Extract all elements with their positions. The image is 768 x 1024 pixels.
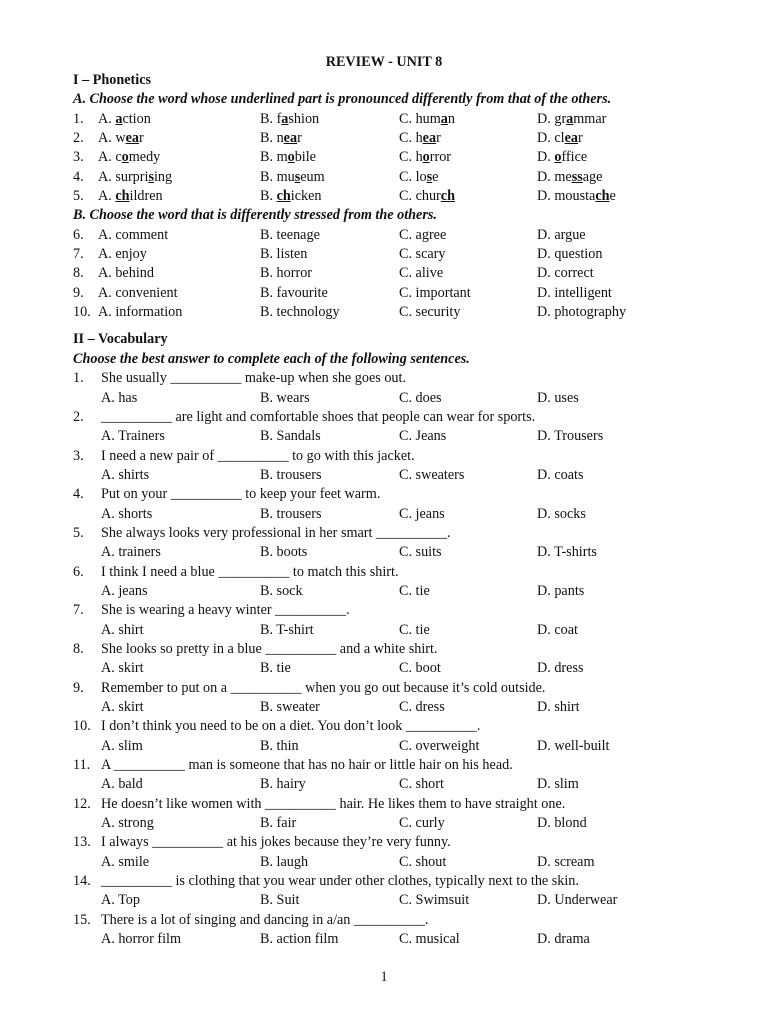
- question-row: [73, 129, 713, 148]
- question-number: 5.: [73, 524, 84, 541]
- option-text: r: [436, 130, 441, 147]
- question-number: 15.: [73, 911, 91, 928]
- option-b: B. horror: [260, 265, 313, 282]
- option-prefix: D.: [537, 168, 555, 185]
- question-row: [73, 110, 713, 129]
- option-prefix: C.: [399, 168, 416, 185]
- option-c: C. short: [399, 776, 444, 793]
- option-c: [399, 148, 451, 167]
- question-number: 8.: [73, 265, 84, 282]
- question-number: 3.: [73, 447, 84, 464]
- option-text: h: [415, 149, 423, 166]
- option-b: B. T-shirt: [260, 621, 314, 638]
- option-c: C. shout: [399, 853, 447, 870]
- section-spacer: [73, 322, 713, 330]
- option-a: A. Trainers: [101, 428, 165, 445]
- underlined-part: ch: [276, 188, 291, 205]
- option-text: mousta: [554, 188, 596, 205]
- option-d: D. Underwear: [537, 892, 618, 909]
- option-text: lo: [415, 168, 427, 185]
- option-text: ildren: [129, 188, 163, 205]
- options-row: [73, 659, 713, 678]
- option-b: B. sweater: [260, 699, 320, 715]
- underlined-part: o: [287, 149, 295, 166]
- option-d: D. scream: [537, 853, 595, 870]
- underlined-part: ea: [125, 130, 139, 147]
- option-a: A. strong: [101, 815, 154, 832]
- option-prefix: B.: [260, 168, 277, 185]
- option-b: B. trousers: [260, 466, 322, 483]
- option-d: D. T-shirts: [537, 544, 597, 561]
- page-title: REVIEW - UNIT 8: [325, 54, 443, 70]
- question-number: 7.: [73, 246, 84, 263]
- option-a: A. jeans: [101, 582, 148, 599]
- question-stem: She always looks very professional in her smart __________.: [101, 524, 451, 541]
- option-c: C. tie: [399, 582, 430, 599]
- option-c: C. tie: [399, 621, 430, 638]
- option-b: B. laugh: [260, 853, 309, 870]
- option-b: B. technology: [260, 304, 340, 321]
- question-number: 1.: [73, 110, 84, 127]
- option-a: A. information: [98, 304, 183, 321]
- option-text: n: [276, 130, 284, 147]
- question-row: [73, 148, 713, 167]
- option-d: D. dress: [537, 660, 584, 677]
- question-stem-row: [73, 833, 713, 852]
- underlined-part: ea: [422, 130, 437, 147]
- option-text: r: [139, 130, 144, 147]
- option-prefix: C.: [399, 130, 416, 147]
- option-c: C. agree: [399, 226, 447, 243]
- options-row: [73, 737, 713, 756]
- question-row: [73, 264, 713, 283]
- option-b: [260, 110, 319, 129]
- question-stem-row: [73, 369, 713, 388]
- option-a: A. Top: [101, 892, 140, 909]
- option-b: B. fair: [260, 815, 297, 832]
- options-row: [73, 582, 713, 601]
- option-d: D. uses: [537, 389, 579, 406]
- question-stem: She usually __________ make-up when she goes out.: [101, 370, 406, 387]
- question-stem-row: [73, 679, 713, 698]
- option-text: hum: [415, 110, 441, 127]
- option-c: C. overweight: [399, 737, 480, 754]
- question-stem-row: [73, 524, 713, 543]
- option-prefix: B.: [260, 130, 277, 147]
- question-number: 4.: [73, 486, 84, 503]
- option-b: B. Sandals: [260, 428, 321, 445]
- option-d: D. slim: [537, 776, 579, 793]
- option-text: c: [115, 149, 122, 166]
- question-stem: She looks so pretty in a blue __________ and a white shirt.: [101, 640, 438, 657]
- question-number: 2.: [73, 130, 84, 147]
- part-a-questions: [73, 110, 713, 207]
- options-row: [73, 698, 713, 717]
- option-prefix: C.: [399, 110, 416, 127]
- option-a: [98, 129, 144, 148]
- option-a: [98, 110, 151, 129]
- option-text: gr: [554, 110, 567, 127]
- question-stem: A __________ man is someone that has no hair or little hair on his head.: [101, 757, 513, 774]
- page-number: 1: [380, 969, 388, 985]
- option-text: surpri: [115, 168, 149, 185]
- option-a: A. skirt: [101, 660, 144, 677]
- section-heading-phonetics: I – Phonetics: [73, 72, 152, 88]
- question-stem: I always __________ at his jokes because they’re very funny.: [101, 834, 451, 851]
- option-c: C. important: [399, 284, 471, 301]
- instruction-part-b: B. Choose the word that is differently stressed from the others.: [73, 207, 437, 224]
- question-stem: I need a new pair of __________ to go with this jacket.: [101, 447, 415, 464]
- question-stem-row: [73, 640, 713, 659]
- question-row: [73, 303, 713, 322]
- option-d: D. argue: [537, 226, 586, 243]
- question-stem: He doesn’t like women with __________ hair. He likes them to have straight one.: [101, 795, 566, 812]
- option-prefix: D.: [537, 130, 555, 147]
- option-text: bile: [294, 149, 316, 166]
- question-stem: Put on your __________ to keep your feet warm.: [101, 486, 381, 503]
- question-number: 1.: [73, 370, 84, 387]
- question-stem: I think I need a blue __________ to match this shirt.: [101, 563, 399, 580]
- option-c: C. alive: [399, 265, 444, 282]
- option-c: C. curly: [399, 815, 445, 832]
- underlined-part: a: [566, 110, 574, 127]
- underlined-part: ch: [115, 188, 130, 205]
- option-d: D. drama: [537, 931, 590, 948]
- question-stem: __________ are light and comfortable shoes that people can wear for sports.: [101, 408, 536, 425]
- question-number: 14.: [73, 873, 91, 890]
- option-d: D. shirt: [537, 699, 580, 715]
- option-text: cl: [554, 130, 565, 147]
- underlined-part: a: [440, 110, 448, 127]
- section-heading-vocabulary: II – Vocabulary: [73, 331, 168, 348]
- option-text: r: [297, 130, 302, 147]
- option-c: C. suits: [399, 544, 442, 561]
- option-b: B. action film: [260, 931, 339, 948]
- question-number: 4.: [73, 168, 84, 185]
- option-b: B. wears: [260, 389, 310, 406]
- option-d: [537, 187, 616, 206]
- option-a: A. skirt: [101, 699, 144, 715]
- option-a: [98, 168, 172, 187]
- question-number: 10.: [73, 718, 91, 735]
- option-a: A. bald: [101, 776, 143, 793]
- instruction-vocabulary: Choose the best answer to complete each of the following sentences.: [73, 350, 470, 367]
- underlined-part: s: [294, 168, 301, 185]
- option-prefix: C.: [399, 188, 416, 205]
- option-text: h: [415, 130, 423, 147]
- option-a: A. horror film: [101, 931, 181, 948]
- option-prefix: D.: [537, 149, 555, 166]
- question-stem: She is wearing a heavy winter __________.: [101, 602, 350, 619]
- option-text: chur: [415, 188, 441, 205]
- question-number: 13.: [73, 834, 91, 851]
- option-b: B. thin: [260, 737, 299, 754]
- option-text: n: [447, 110, 455, 127]
- option-text: rror: [429, 149, 452, 166]
- question-stem-row: [73, 756, 713, 775]
- question-row: [73, 226, 713, 245]
- option-prefix: A.: [98, 149, 116, 166]
- option-a: A. enjoy: [98, 246, 147, 263]
- question-number: 10.: [73, 304, 91, 321]
- option-c: [399, 168, 438, 187]
- option-d: D. socks: [537, 505, 586, 522]
- option-b: [260, 168, 325, 187]
- option-text: mmar: [573, 110, 607, 127]
- option-d: D. pants: [537, 582, 585, 599]
- question-stem-row: [73, 795, 713, 814]
- question-stem: __________ is clothing that you wear under other clothes, typically next to the skin.: [101, 873, 579, 890]
- option-c: C. dress: [399, 699, 445, 715]
- option-text: medy: [128, 149, 161, 166]
- worksheet-content: [73, 71, 713, 949]
- option-a: [98, 187, 163, 206]
- option-prefix: B.: [260, 149, 277, 166]
- option-b: B. trousers: [260, 505, 322, 522]
- options-row: [73, 853, 713, 872]
- option-prefix: A.: [98, 168, 116, 185]
- question-row: [73, 168, 713, 187]
- underlined-part: ch: [440, 188, 455, 205]
- option-text: age: [582, 168, 603, 185]
- option-prefix: D.: [537, 110, 555, 127]
- options-row: [73, 930, 713, 949]
- underlined-part: o: [422, 149, 430, 166]
- option-text: w: [115, 130, 126, 147]
- option-a: A. behind: [98, 265, 154, 282]
- question-number: 8.: [73, 640, 84, 657]
- option-c: C. jeans: [399, 505, 445, 522]
- question-stem-row: [73, 911, 713, 930]
- option-d: D. blond: [537, 815, 587, 832]
- option-text: eum: [300, 168, 325, 185]
- option-d: D. coat: [537, 621, 578, 638]
- question-stem-row: [73, 447, 713, 466]
- part-b-questions: [73, 226, 713, 323]
- option-b: B. tie: [260, 660, 291, 677]
- option-b: B. boots: [260, 544, 308, 561]
- underlined-part: ea: [283, 130, 298, 147]
- option-text: e: [609, 188, 616, 205]
- question-stem: Remember to put on a __________ when you go out because it’s cold outside.: [101, 679, 546, 696]
- underlined-part: a: [281, 110, 289, 127]
- option-d: D. coats: [537, 466, 584, 483]
- option-prefix: A.: [98, 188, 116, 205]
- underlined-part: o: [554, 149, 562, 166]
- option-c: [399, 110, 455, 129]
- underlined-part: o: [121, 149, 129, 166]
- option-text: f: [276, 110, 282, 127]
- option-c: C. musical: [399, 931, 460, 948]
- option-d: [537, 129, 583, 148]
- question-number: 12.: [73, 795, 91, 812]
- option-b: B. sock: [260, 582, 303, 599]
- option-b: B. hairy: [260, 776, 306, 793]
- options-row: [73, 621, 713, 640]
- option-b: B. favourite: [260, 284, 328, 301]
- option-a: A. comment: [98, 226, 169, 243]
- options-row: [73, 775, 713, 794]
- question-number: 6.: [73, 226, 84, 243]
- option-c: C. boot: [399, 660, 441, 677]
- options-row: [73, 466, 713, 485]
- question-number: 11.: [73, 757, 91, 774]
- option-text: me: [554, 168, 572, 185]
- underlined-part: ch: [595, 188, 610, 205]
- option-d: D. photography: [537, 304, 627, 321]
- option-d: D. Trousers: [537, 428, 604, 445]
- option-d: [537, 168, 602, 187]
- question-stem: I don’t think you need to be on a diet. You don’t look __________.: [101, 718, 481, 735]
- option-text: mu: [276, 168, 295, 185]
- question-stem: There is a lot of singing and dancing in a/an __________.: [101, 911, 429, 928]
- underlined-part: ss: [571, 168, 583, 185]
- question-number: 6.: [73, 563, 84, 580]
- question-row: [73, 187, 713, 206]
- option-d: [537, 110, 606, 129]
- option-a: A. has: [101, 389, 138, 406]
- option-prefix: B.: [260, 110, 277, 127]
- options-row: [73, 389, 713, 408]
- question-number: 5.: [73, 188, 84, 205]
- option-c: C. does: [399, 389, 442, 406]
- option-a: A. convenient: [98, 284, 178, 301]
- vocabulary-questions: [73, 369, 713, 949]
- question-number: 7.: [73, 602, 84, 619]
- option-b: B. Suit: [260, 892, 300, 909]
- option-text: r: [578, 130, 583, 147]
- option-a: A. slim: [101, 737, 143, 754]
- option-prefix: C.: [399, 149, 416, 166]
- question-number: 3.: [73, 149, 84, 166]
- question-stem-row: [73, 408, 713, 427]
- question-stem-row: [73, 717, 713, 736]
- question-row: [73, 284, 713, 303]
- question-stem-row: [73, 601, 713, 620]
- option-a: A. trainers: [101, 544, 161, 561]
- option-c: C. Swimsuit: [399, 892, 470, 909]
- option-prefix: D.: [537, 188, 555, 205]
- option-c: [399, 129, 441, 148]
- underlined-part: ea: [564, 130, 578, 147]
- options-row: [73, 505, 713, 524]
- option-c: C. Jeans: [399, 428, 447, 445]
- option-c: [399, 187, 455, 206]
- option-prefix: B.: [260, 188, 277, 205]
- option-a: A. shorts: [101, 505, 153, 522]
- option-prefix: A.: [98, 110, 116, 127]
- underlined-part: s: [426, 168, 433, 185]
- options-row: [73, 543, 713, 562]
- option-c: C. scary: [399, 246, 446, 263]
- option-a: [98, 148, 160, 167]
- option-d: D. correct: [537, 265, 594, 282]
- option-text: ing: [153, 168, 173, 185]
- option-b: B. listen: [260, 246, 308, 263]
- question-number: 2.: [73, 408, 84, 425]
- option-prefix: A.: [98, 130, 116, 147]
- option-text: ffice: [561, 149, 588, 166]
- option-d: D. question: [537, 246, 603, 263]
- option-b: [260, 148, 316, 167]
- option-a: A. smile: [101, 853, 150, 870]
- option-a: A. shirt: [101, 621, 144, 638]
- option-text: ction: [122, 110, 151, 127]
- question-number: 9.: [73, 679, 84, 696]
- option-text: m: [276, 149, 288, 166]
- option-c: C. security: [399, 304, 461, 321]
- underlined-part: s: [148, 168, 154, 185]
- question-row: [73, 245, 713, 264]
- option-text: e: [432, 168, 439, 185]
- option-b: [260, 187, 321, 206]
- option-b: [260, 129, 302, 148]
- options-row: [73, 427, 713, 446]
- option-b: B. teenage: [260, 226, 320, 243]
- underlined-part: a: [115, 110, 123, 127]
- options-row: [73, 891, 713, 910]
- option-d: D. intelligent: [537, 284, 612, 301]
- option-d: D. well-built: [537, 737, 610, 754]
- question-stem-row: [73, 872, 713, 891]
- question-number: 9.: [73, 284, 84, 301]
- question-stem-row: [73, 563, 713, 582]
- options-row: [73, 814, 713, 833]
- option-text: shion: [288, 110, 320, 127]
- option-a: A. shirts: [101, 466, 150, 483]
- instruction-part-a: A. Choose the word whose underlined part is pronounced differently from that of the others.: [73, 91, 612, 108]
- option-text: icken: [290, 188, 322, 205]
- option-c: C. sweaters: [399, 466, 465, 483]
- question-stem-row: [73, 485, 713, 504]
- option-d: [537, 148, 587, 167]
